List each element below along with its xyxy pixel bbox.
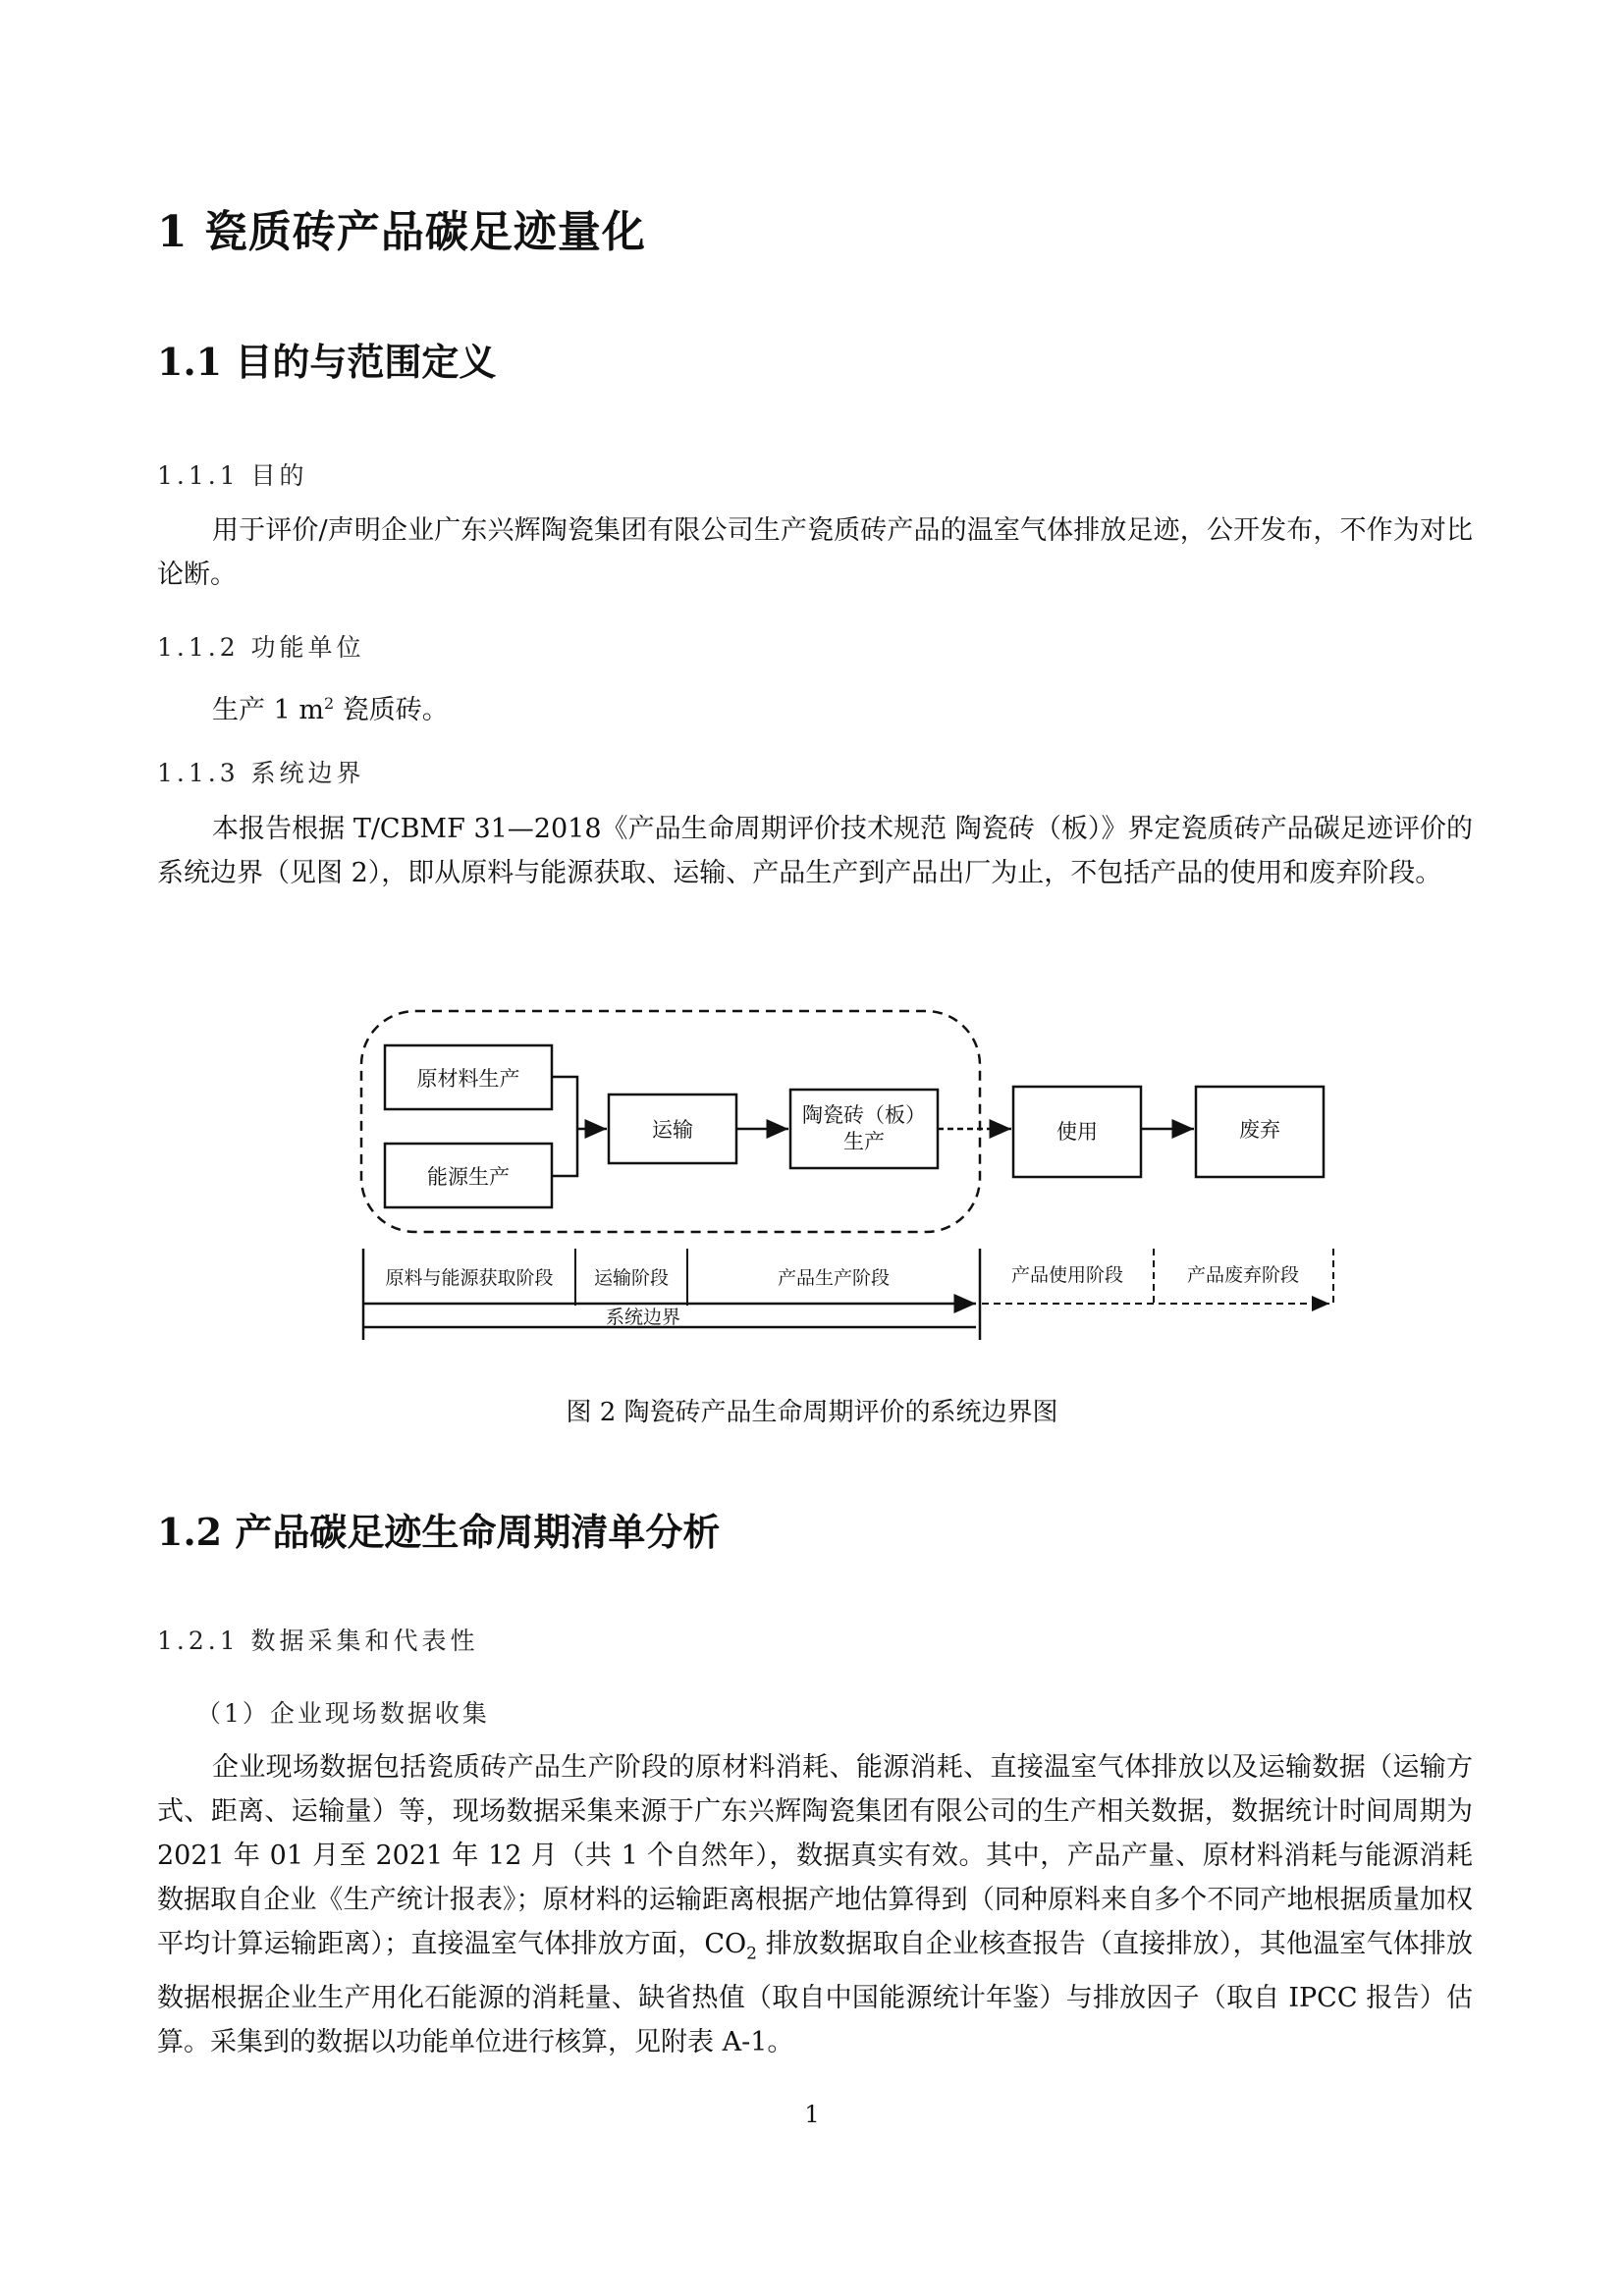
heading-1-1-3: 1.1.3 系统边界 xyxy=(157,759,365,787)
paragraph-system-boundary: 本报告根据 T/CBMF 31—2018《产品生命周期评价技术规范 陶瓷砖（板）》界定瓷质砖产品碳足迹评价的系统边界（见图 2），即从原料与能源获取、运输、产品生产到产品出厂为止，不包括产品的使用和废弃阶段。 xyxy=(157,814,1473,888)
box-production xyxy=(790,1090,938,1168)
boundary-label: 系统边界 xyxy=(605,1307,681,1328)
heading-1-1-1: 1.1.1 目的 xyxy=(157,461,308,490)
section-1-1-title: 1.1 目的与范围定义 xyxy=(157,340,497,384)
box-production-label-2: 生产 xyxy=(843,1130,885,1153)
box-use-label: 使用 xyxy=(1056,1120,1098,1144)
box-raw-material-label: 原材料生产 xyxy=(416,1067,520,1091)
box-transport-label: 运输 xyxy=(652,1118,693,1142)
site-data-text-end: 排放数据取自企业核查报告（直接排放），其他温室气体排放数据根据企业生产用化石能源的消耗量、缺省热值（取自中国能源统计年鉴）与排放因子（取自 IPCC 报告）估算。采集到的数据以功能单位进行核算，见附表 A-1。 xyxy=(157,1929,1473,2058)
page-number: 1 xyxy=(804,2101,820,2128)
paragraph-site-data xyxy=(157,1745,1473,2064)
system-boundary-diagram xyxy=(353,991,1335,1355)
site-data-text: 企业现场数据包括瓷质砖产品生产阶段的原材料消耗、能源消耗、直接温室气体排放以及运输数据（运输方式、距离、运输量）等，现场数据采集来源于广东兴辉陶瓷集团有限公司的生产相关数据，数据统计时间周期为 2021 年 01 月至 2021 年 12 月（共 1 个自然年），数据真实有效。其中，产品产量、原材料消耗与能源消耗数据取自企业《生产统计报表》；原材料的运输距离根据产地估算得到（同种原料来自多个不同产地根据质量加权平均计算运输距离）；直接温室气体排放方面，CO xyxy=(157,1752,1473,1959)
stage-use-label: 产品使用阶段 xyxy=(1010,1264,1124,1286)
chapter-title: 1 瓷质砖产品碳足迹量化 xyxy=(157,207,646,257)
stage-disposal-label: 产品废弃阶段 xyxy=(1186,1264,1300,1286)
co2-subscript: 2 xyxy=(746,1944,757,1964)
heading-1-1-2: 1.1.2 功能单位 xyxy=(157,633,365,662)
item-site-data: （1）企业现场数据收集 xyxy=(196,1699,490,1728)
functional-unit-superscript: 2 xyxy=(323,694,335,713)
heading-1-2-1: 1.2.1 数据采集和代表性 xyxy=(157,1627,479,1655)
stage-raw-label: 原料与能源获取阶段 xyxy=(385,1267,554,1289)
connector-merge xyxy=(552,1077,577,1176)
box-energy-label: 能源生产 xyxy=(427,1165,510,1189)
stage-production-label: 产品生产阶段 xyxy=(777,1267,891,1289)
stage-transport-label: 运输阶段 xyxy=(593,1267,670,1289)
box-production-label-1: 陶瓷砖（板） xyxy=(802,1103,926,1127)
paragraph-purpose: 用于评价/声明企业广东兴辉陶瓷集团有限公司生产瓷质砖产品的温室气体排放足迹，公开发布，不作为对比论断。 xyxy=(157,515,1473,590)
functional-unit-text-end: 瓷质砖。 xyxy=(334,695,449,725)
section-1-2-title: 1.2 产品碳足迹生命周期清单分析 xyxy=(157,1510,721,1554)
box-disposal-label: 废弃 xyxy=(1239,1118,1280,1142)
paragraph-functional-unit xyxy=(157,681,1473,732)
functional-unit-text: 生产 1 m xyxy=(212,695,324,725)
figure-caption: 图 2 陶瓷砖产品生命周期评价的系统边界图 xyxy=(566,1398,1058,1427)
